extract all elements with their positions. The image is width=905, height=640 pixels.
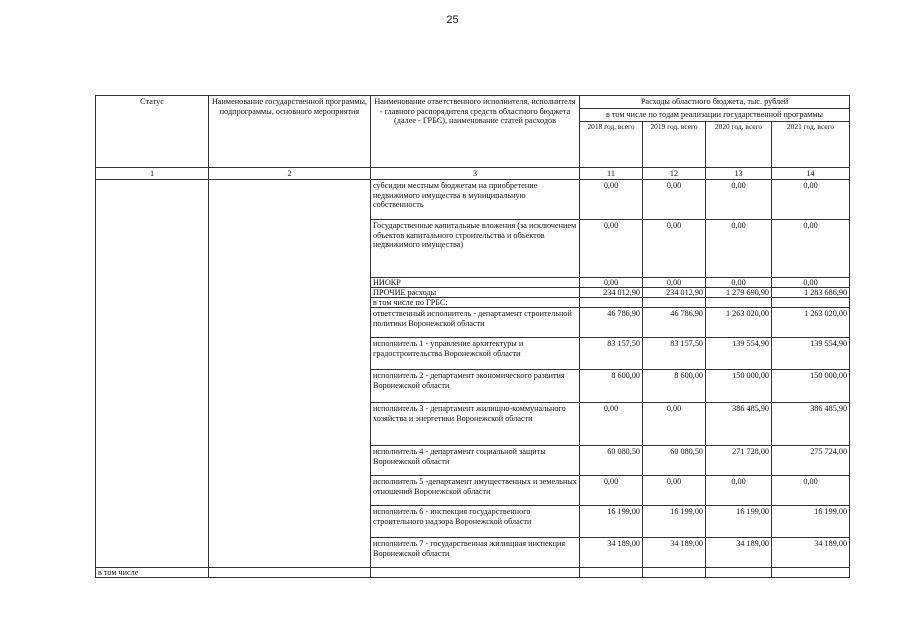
budget-table <box>95 95 850 578</box>
column-number: 1 <box>96 168 209 180</box>
row-label: исполнитель 5 -департамент имущественных и земельных отношений Воронежской области <box>371 476 580 506</box>
value-2021: 386 485,90 <box>772 403 850 446</box>
value-2018: 8 600,00 <box>580 370 643 403</box>
value-2020: 150 000,00 <box>706 370 772 403</box>
value-2018: 234 012,90 <box>580 288 643 298</box>
value-2020: 139 554,90 <box>706 338 772 370</box>
value-2019: 0,00 <box>643 180 706 220</box>
header-year-2018: 2018 год, всего <box>580 122 643 168</box>
value-2020: 271 728,00 <box>706 446 772 476</box>
value-2021: 0,00 <box>772 180 850 220</box>
value-2020: 34 189,00 <box>706 538 772 568</box>
row-label: ПРОЧИЕ расходы <box>371 288 580 298</box>
value-2019: 83 157,50 <box>643 338 706 370</box>
row-label: исполнитель 7 - государственная жилищная инспекция Воронежской области <box>371 538 580 568</box>
row-label: исполнитель 1 - управление архитектуры и градостроительства Воронежской области <box>371 338 580 370</box>
header-year-2019: 2019 год, всего <box>643 122 706 168</box>
column-number: 2 <box>209 168 371 180</box>
value-2021: 150 000,00 <box>772 370 850 403</box>
value-2018: 0,00 <box>580 403 643 446</box>
value-2019: 0,00 <box>643 220 706 278</box>
row-label: исполнитель 4 - департамент социальной защиты Воронежской области <box>371 446 580 476</box>
row-label: НИОКР <box>371 278 580 288</box>
row-label: Государственные капитальные вложения (за исключением объектов капитального строительства и объектов недвижимого имущества) <box>371 220 580 278</box>
header-year-2020: 2020 год, всего <box>706 122 772 168</box>
value-2021 <box>772 298 850 308</box>
header-year-2021: 2021 год, всего <box>772 122 850 168</box>
value-2020: 0,00 <box>706 278 772 288</box>
value-2018: 0,00 <box>580 278 643 288</box>
header-by-years: в том числе по годам реализации государственной программы <box>580 109 850 122</box>
value-2021: 1 263 020,00 <box>772 308 850 338</box>
value-2018: 46 786,90 <box>580 308 643 338</box>
value-2019: 16 199,00 <box>643 506 706 538</box>
column-number: 14 <box>772 168 850 180</box>
value-2021: 16 199,00 <box>772 506 850 538</box>
page-number: 25 <box>446 14 459 26</box>
row-label <box>371 568 580 578</box>
value-2020: 0,00 <box>706 476 772 506</box>
value-2021 <box>772 568 850 578</box>
value-2018 <box>580 298 643 308</box>
value-2021: 1 283 686,90 <box>772 288 850 298</box>
value-2020: 16 199,00 <box>706 506 772 538</box>
header-executor: Наименование ответственного исполнителя, исполнителя - главного распорядителя средств областного бюджета (далее - ГРБС), наименование статей расходов <box>371 96 580 168</box>
value-2019: 46 786,90 <box>643 308 706 338</box>
column-number: 13 <box>706 168 772 180</box>
value-2020: 1 279 690,90 <box>706 288 772 298</box>
value-2021: 0,00 <box>772 220 850 278</box>
row-label: ответственный исполнитель - департамент строительной политики Воронежской области <box>371 308 580 338</box>
value-2019: 8 600,00 <box>643 370 706 403</box>
value-2021: 139 554,90 <box>772 338 850 370</box>
header-program-name: Наименование государственной программы, подпрограммы, основного мероприятия <box>209 96 371 168</box>
value-2020: 386 485,90 <box>706 403 772 446</box>
column-number: 3 <box>371 168 580 180</box>
table-row <box>96 568 850 578</box>
row-label: исполнитель 3 - департамент жилищно-коммунального хозяйства и энергетики Воронежской области <box>371 403 580 446</box>
value-2018: 0,00 <box>580 220 643 278</box>
value-2019: 0,00 <box>643 278 706 288</box>
value-2020 <box>706 298 772 308</box>
value-2021: 34 189,00 <box>772 538 850 568</box>
value-2020: 0,00 <box>706 180 772 220</box>
column-number: 12 <box>643 168 706 180</box>
table-row <box>96 180 850 220</box>
row-label: субсидии местным бюджетам на приобретение недвижимого имущества в муниципальную собственность <box>371 180 580 220</box>
row-label: исполнитель 6 - инспекция государственного строительного надзора Воронежской области <box>371 506 580 538</box>
status-cell <box>96 180 209 568</box>
value-2021: 275 724,00 <box>772 446 850 476</box>
column-number: 11 <box>580 168 643 180</box>
value-2020: 1 263 020,00 <box>706 308 772 338</box>
value-2018: 83 157,50 <box>580 338 643 370</box>
program-name-cell <box>209 180 371 568</box>
value-2019: 34 189,00 <box>643 538 706 568</box>
status-cell: в том числе <box>96 568 209 578</box>
value-2018: 16 199,00 <box>580 506 643 538</box>
value-2018: 0,00 <box>580 476 643 506</box>
row-label: в том числе по ГРБС: <box>371 298 580 308</box>
value-2018: 34 189,00 <box>580 538 643 568</box>
value-2019 <box>643 568 706 578</box>
value-2020 <box>706 568 772 578</box>
value-2019: 60 080,50 <box>643 446 706 476</box>
value-2021: 0,00 <box>772 278 850 288</box>
value-2018 <box>580 568 643 578</box>
header-budget-title: Расходы областного бюджета, тыс. рублей <box>580 96 850 109</box>
value-2019: 0,00 <box>643 403 706 446</box>
value-2018: 60 080,50 <box>580 446 643 476</box>
value-2018: 0,00 <box>580 180 643 220</box>
row-label: исполнитель 2 - департамент экономического развития Воронежской области <box>371 370 580 403</box>
value-2020: 0,00 <box>706 220 772 278</box>
header-status: Статус <box>96 96 209 168</box>
program-name-cell <box>209 568 371 578</box>
value-2019: 234 012,90 <box>643 288 706 298</box>
value-2019: 0,00 <box>643 476 706 506</box>
value-2021: 0,00 <box>772 476 850 506</box>
value-2019 <box>643 298 706 308</box>
